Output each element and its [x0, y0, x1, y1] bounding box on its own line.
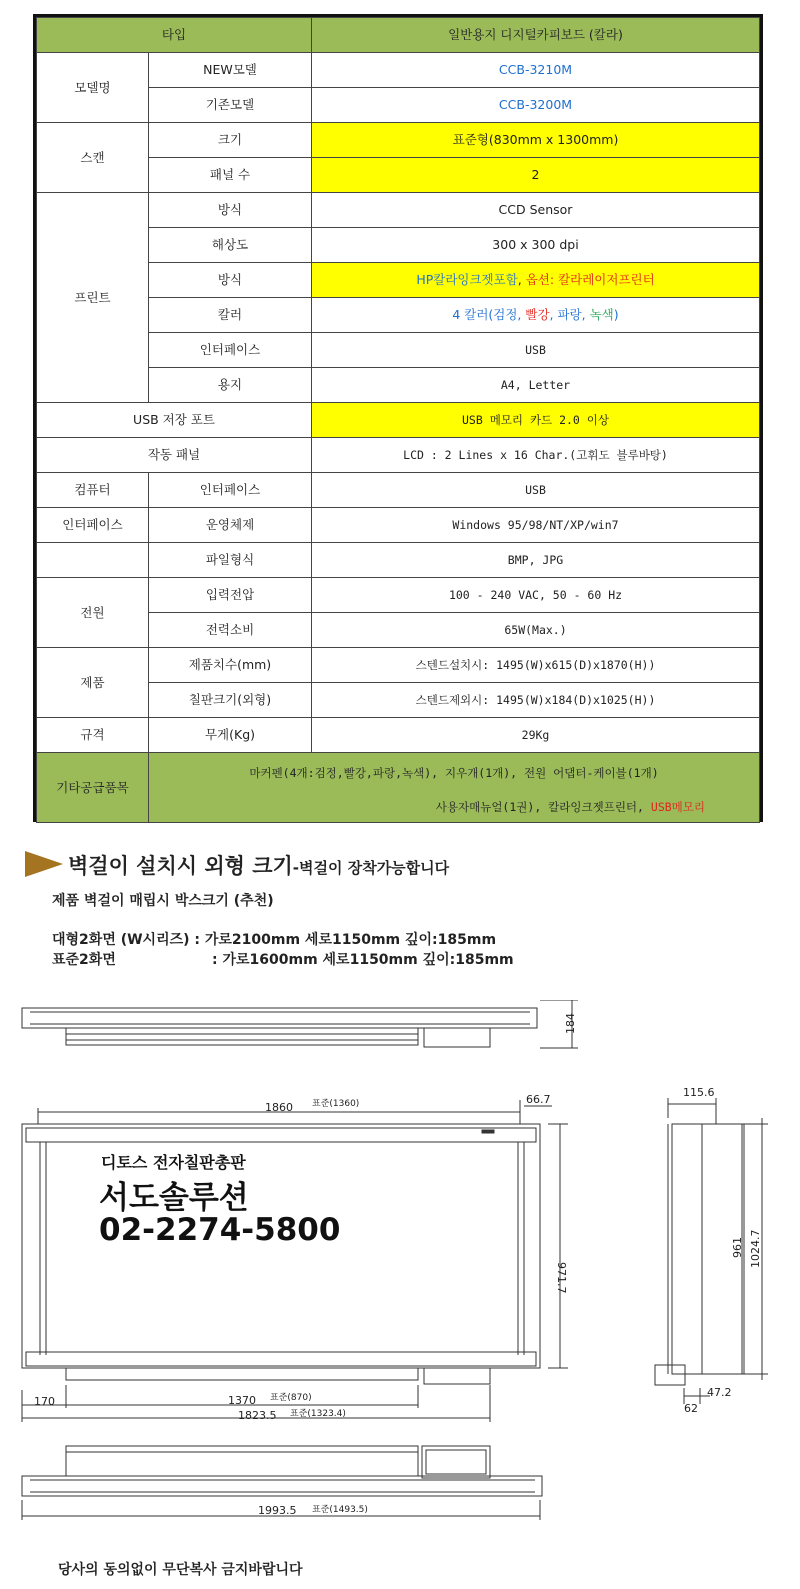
- dimension-value: 스텐드설치시: 1495(W)x615(D)x1870(H)): [312, 648, 760, 683]
- board-size-label: 칠판크기(외형): [149, 683, 312, 718]
- table-row: [37, 508, 760, 543]
- op-panel-value: LCD : 2 Lines x 16 Char.(고휘도 블루바탕): [312, 438, 760, 473]
- height-961-dim: 961: [731, 1237, 744, 1258]
- dim-62: 62: [684, 1402, 698, 1415]
- dim-170: 170: [34, 1395, 55, 1408]
- wall-mount-subtitle: -벽걸이 장착가능합니다: [292, 859, 450, 877]
- company-name: 서도솔루션: [99, 1180, 249, 1216]
- print-method-value: CCD Sensor: [312, 193, 760, 228]
- box-recommend-text: 제품 벽걸이 매립시 박스크기 (추천): [52, 893, 274, 909]
- color-sep1-text: ,: [549, 307, 558, 322]
- spec-table: [33, 14, 763, 822]
- power-label: 전원: [37, 578, 149, 648]
- dealer-text: 디토스 전자칠판총판: [101, 1153, 246, 1172]
- color-suffix-text: ): [613, 307, 619, 322]
- usb-memory-text: USB메모리: [650, 799, 705, 814]
- computer-label: 컴퓨터: [37, 473, 149, 508]
- dimension-label: 제품치수(mm): [149, 648, 312, 683]
- table-row: [37, 753, 760, 823]
- voltage-label: 입력전압: [149, 578, 312, 613]
- color-blue-text: 파랑: [557, 307, 582, 322]
- copyright-notice: 당사의 동의없이 무단복사 금지바랍니다: [58, 1562, 303, 1578]
- table-row: [37, 53, 760, 88]
- scan-size-label: 크기: [149, 123, 312, 158]
- dim-std-1323: 표준(1323.4): [290, 1409, 346, 1419]
- wall-mount-title: [68, 850, 449, 880]
- side-66-dim: 66.7: [526, 1093, 551, 1106]
- empty-cell: [37, 543, 149, 578]
- large-size-text: 대형2화면 (W시리즈) : 가로2100mm 세로1150mm 깊이:185mm: [52, 932, 497, 948]
- usb-port-value: USB 메모리 카드 2.0 이상: [312, 403, 760, 438]
- top-view-drawing: [22, 1000, 578, 1048]
- panel-count-label: 패널 수: [149, 158, 312, 193]
- color-green-text: 녹색: [589, 307, 614, 322]
- type-header: 타입: [37, 18, 312, 53]
- width-std-1360-dim: 표준(1360): [312, 1099, 360, 1109]
- paper-label: 용지: [149, 368, 312, 403]
- old-model-value: CCB-3200M: [312, 88, 760, 123]
- width-1860-dim: 1860: [265, 1101, 293, 1114]
- print-method2-value: [312, 263, 760, 298]
- laser-option-text: 옵션: 칼라레이저프린터: [525, 272, 655, 287]
- inkjet-included-text: HP칼라잉크젯포함: [416, 272, 518, 287]
- color-red-text: 빨강: [525, 307, 550, 322]
- dim-std-1493: 표준(1493.5): [312, 1505, 368, 1515]
- new-model-label: NEW모델: [149, 53, 312, 88]
- table-row: [37, 403, 760, 438]
- table-row: [37, 718, 760, 753]
- os-label: 운영체제: [149, 508, 312, 543]
- supplies-label: 기타공급품목: [37, 753, 149, 823]
- model-label: 모델명: [37, 53, 149, 123]
- height-971-dim: 971.7: [555, 1262, 568, 1294]
- old-model-label: 기존모델: [149, 88, 312, 123]
- dim-1823: 1823.5: [238, 1409, 277, 1422]
- paper-value: A4, Letter: [312, 368, 760, 403]
- standard-label: 규격: [37, 718, 149, 753]
- file-format-value: BMP, JPG: [312, 543, 760, 578]
- table-row: [37, 543, 760, 578]
- color-label: 칼러: [149, 298, 312, 333]
- phone-number: 02-2274-5800: [99, 1212, 341, 1248]
- side-115-dim: 115.6: [683, 1086, 715, 1099]
- computer-interface-value: USB: [312, 473, 760, 508]
- dim-47: 47.2: [707, 1386, 732, 1399]
- supplies-line2-text: 사용자매뉴얼(1권), 칼라잉크젯프린터,: [435, 799, 651, 814]
- print-label: 프린트: [37, 193, 149, 403]
- table-row: [37, 648, 760, 683]
- wall-mount-title-text: 벽걸이 설치시 외형 크기: [68, 854, 293, 878]
- consumption-label: 전력소비: [149, 613, 312, 648]
- consumption-value: 65W(Max.): [312, 613, 760, 648]
- print-interface-value: USB: [312, 333, 760, 368]
- print-method2-label: 방식: [149, 263, 312, 298]
- resolution-label: 해상도: [149, 228, 312, 263]
- scan-size-value: 표준형(830mm x 1300mm): [312, 123, 760, 158]
- weight-value: 29Kg: [312, 718, 760, 753]
- panel-count-value: 2: [312, 158, 760, 193]
- color-prefix-text: 4 칼러(검정,: [452, 307, 526, 322]
- weight-label: 무게(Kg): [149, 718, 312, 753]
- board-size-value: 스텐드제외시: 1495(W)x184(D)x1025(H)): [312, 683, 760, 718]
- scan-label: 스캔: [37, 123, 149, 193]
- dim-std-870: 표준(870): [270, 1393, 312, 1403]
- dim-1370: 1370: [228, 1394, 256, 1407]
- supplies-value: [149, 753, 760, 823]
- new-model-value: CCB-3210M: [312, 53, 760, 88]
- resolution-value: 300 x 300 dpi: [312, 228, 760, 263]
- product-label: 제품: [37, 648, 149, 718]
- color-value: [312, 298, 760, 333]
- table-row: [37, 123, 760, 158]
- front-view-drawing: [22, 1100, 568, 1422]
- os-value: Windows 95/98/NT/XP/win7: [312, 508, 760, 543]
- supplies-line2: [153, 799, 755, 815]
- color-sep2-text: ,: [581, 307, 590, 322]
- file-format-label: 파일형식: [149, 543, 312, 578]
- product-name-header: 일반용지 디지털카피보드 (칼라): [312, 18, 760, 53]
- table-row: [37, 193, 760, 228]
- computer-interface-group-label: 인터페이스: [37, 508, 149, 543]
- table-header-row: [37, 18, 760, 53]
- standard-size-value: : 가로1600mm 세로1150mm 깊이:185mm: [212, 952, 514, 968]
- technical-drawing: [0, 1000, 800, 1589]
- print-interface-label: 인터페이스: [149, 333, 312, 368]
- supplies-line1: 마커펜(4개:검정,빨강,파랑,녹색), 지우개(1개), 전원 어댑터-케이블(1개): [249, 765, 659, 780]
- table-row: [37, 578, 760, 613]
- table-row: [37, 473, 760, 508]
- dim-1993: 1993.5: [258, 1504, 297, 1517]
- computer-interface-label: 인터페이스: [149, 473, 312, 508]
- height-1024-dim: 1024.7: [749, 1229, 762, 1268]
- op-panel-label: 작동 패널: [37, 438, 312, 473]
- standard-size-label: 표준2화면: [52, 952, 116, 968]
- table-row: [37, 438, 760, 473]
- usb-port-label: USB 저장 포트: [37, 403, 312, 438]
- arrow-icon: [25, 851, 63, 877]
- separator-text: ,: [517, 272, 526, 287]
- top-depth-dim: 184: [564, 1013, 577, 1034]
- print-method-label: 방식: [149, 193, 312, 228]
- voltage-value: 100 - 240 VAC, 50 - 60 Hz: [312, 578, 760, 613]
